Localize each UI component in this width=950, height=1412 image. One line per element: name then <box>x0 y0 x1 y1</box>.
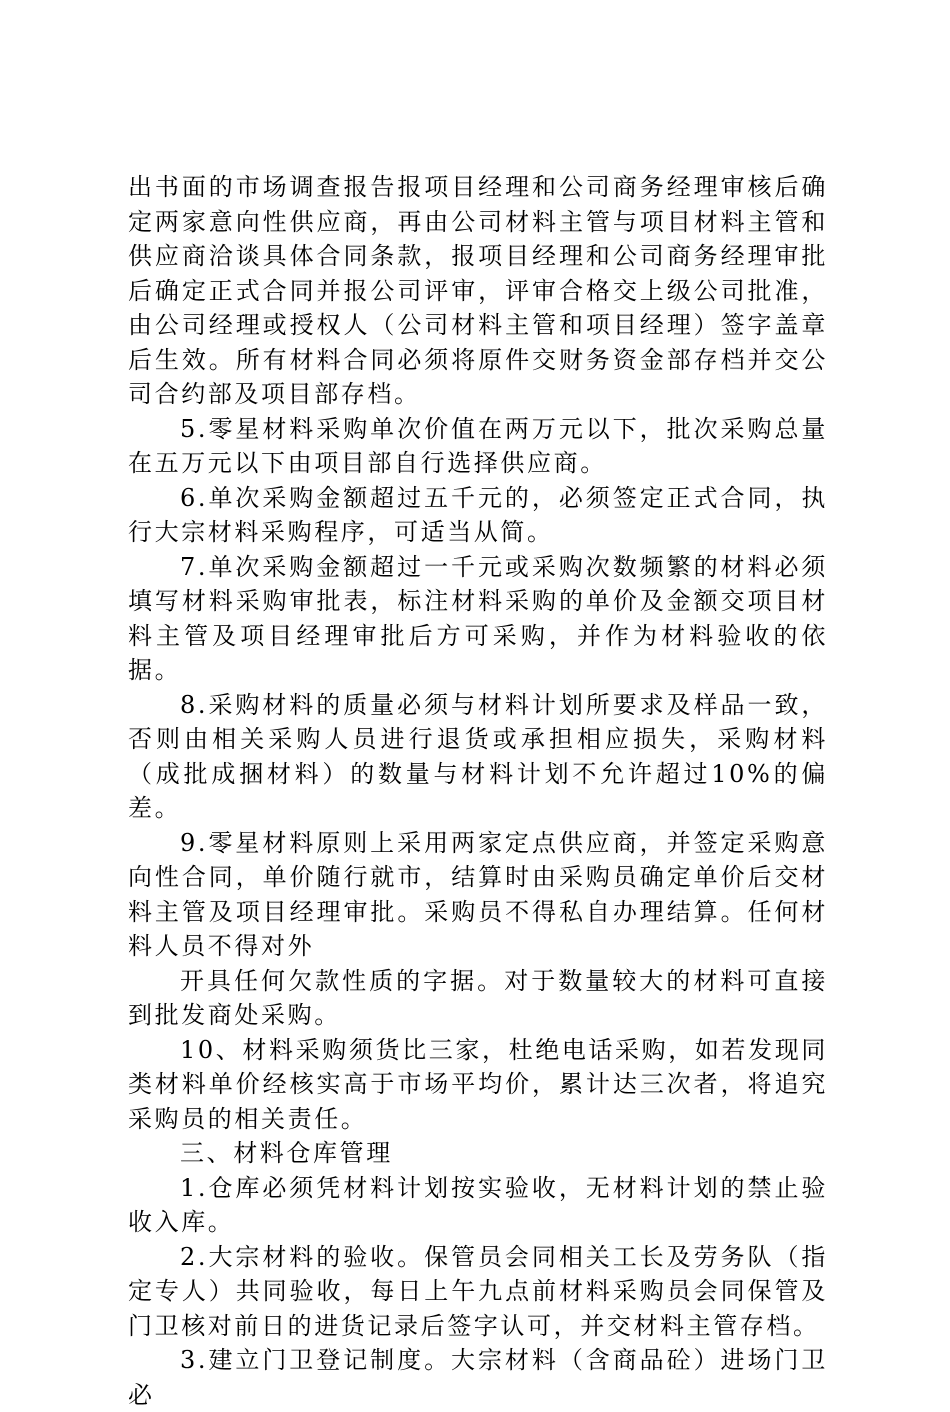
paragraph-warehouse-item-2: 2.大宗材料的验收。保管员会同相关工长及劳务队（指定专人）共同验收，每日上午九点前材料采购员会同保管及门卫核对前日的进货记录后签字认可，并交材料主管存档。 <box>128 1242 828 1340</box>
paragraph-warehouse-item-1: 1.仓库必须凭材料计划按实验收，无材料计划的禁止验收入库。 <box>128 1173 828 1236</box>
paragraph-item-6: 6.单次采购金额超过五千元的，必须签定正式合同，执行大宗材料采购程序，可适当从简。 <box>128 483 828 546</box>
paragraph-warehouse-item-3: 3.建立门卫登记制度。大宗材料（含商品砼）进场门卫必 <box>128 1346 828 1409</box>
paragraph-item-9-continued: 开具任何欠款性质的字据。对于数量较大的材料可直接到批发商处采购。 <box>128 966 828 1029</box>
paragraph-item-8: 8.采购材料的质量必须与材料计划所要求及样品一致，否则由相关采购人员进行退货或承担相应损失，采购材料（成批成捆材料）的数量与材料计划不允许超过10%的偏差。 <box>128 690 828 822</box>
document-page <box>128 170 828 1412</box>
section-heading-warehouse: 三、材料仓库管理 <box>180 1139 393 1167</box>
paragraph-contract-procedure: 出书面的市场调查报告报项目经理和公司商务经理审核后确定两家意向性供应商，再由公司材料主管与项目材料主管和供应商洽谈具体合同条款，报项目经理和公司商务经理审批后确定正式合同并报公司评审，评审合格交上级公司批准，由公司经理或授权人（公司材料主管和项目经理）签字盖章后生效。所有材料合同必须将原件交财务资金部存档并交公司合约部及项目部存档。 <box>128 173 828 408</box>
paragraph-item-9: 9.零星材料原则上采用两家定点供应商，并签定采购意向性合同，单价随行就市，结算时由采购员确定单价后交材料主管及项目经理审批。采购员不得私自办理结算。任何材料人员不得对外 <box>128 828 828 960</box>
paragraph-item-5: 5.零星材料采购单次价值在两万元以下，批次采购总量在五万元以下由项目部自行选择供应商。 <box>128 414 828 477</box>
paragraph-item-10: 10、材料采购须货比三家，杜绝电话采购，如若发现同类材料单价经核实高于市场平均价，累计达三次者，将追究采购员的相关责任。 <box>128 1035 828 1133</box>
paragraph-item-7: 7.单次采购金额超过一千元或采购次数频繁的材料必须填写材料采购审批表，标注材料采购的单价及金额交项目材料主管及项目经理审批后方可采购，并作为材料验收的依据。 <box>128 552 828 684</box>
